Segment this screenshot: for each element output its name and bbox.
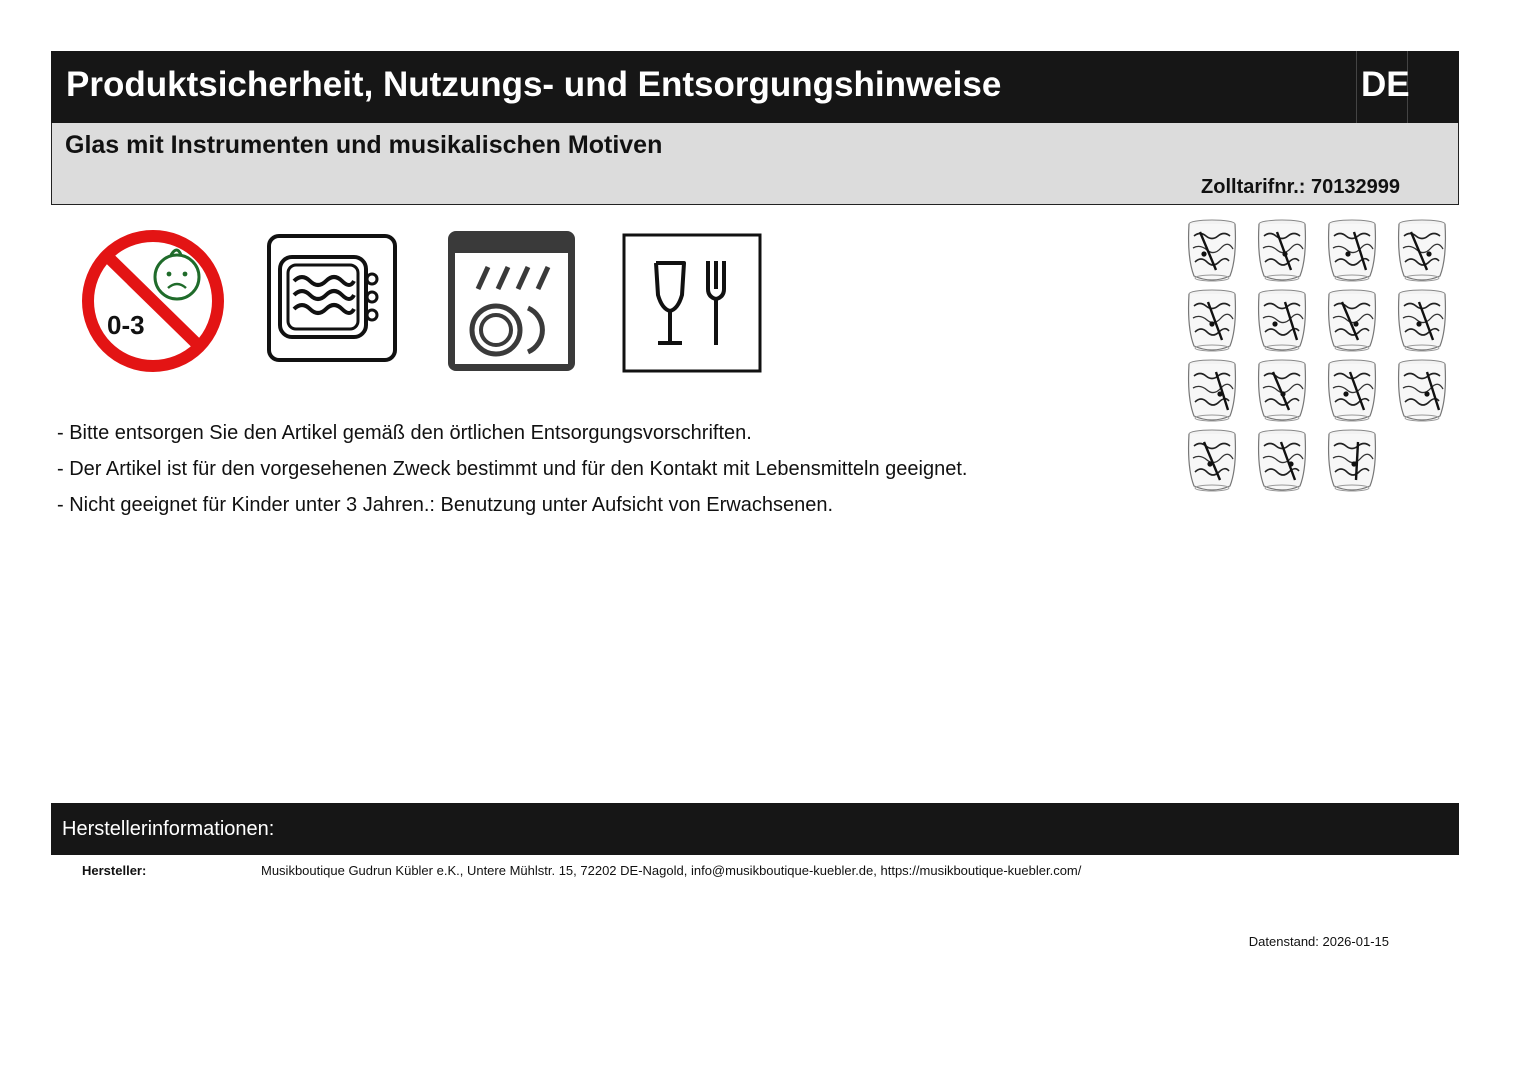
manufacturer-label: Hersteller: <box>82 863 147 878</box>
manufacturer-details: Musikboutique Gudrun Kübler e.K., Untere Mühlstr. 15, 72202 DE-Nagold, info@musikboutique-kuebler.de, https://musikboutique-kuebler.com/ <box>261 863 1082 878</box>
product-glass-image <box>1326 428 1378 494</box>
tariff-number: Zolltarifnr.: 70132999 <box>1201 176 1400 198</box>
manufacturer-header <box>51 803 1459 855</box>
product-glass-image <box>1396 288 1448 354</box>
note-disposal: - Bitte entsorgen Sie den Artikel gemäß den örtlichen Entsorgungsvorschriften. <box>57 422 752 444</box>
microwave-safe-icon <box>266 233 398 363</box>
language-box <box>1356 51 1408 123</box>
product-glass-image <box>1186 428 1238 494</box>
product-glass-image <box>1186 218 1238 284</box>
language-code: DE <box>1361 65 1410 104</box>
product-glass-image <box>1256 218 1308 284</box>
product-images-grid <box>1186 218 1450 498</box>
data-date: Datenstand: 2026-01-15 <box>1248 934 1389 949</box>
product-glass-image <box>1256 288 1308 354</box>
note-children: - Nicht geeignet für Kinder unter 3 Jahren.: Benutzung unter Aufsicht von Erwachsenen. <box>57 494 834 516</box>
dishwasher-safe-icon <box>446 229 577 373</box>
product-glass-image <box>1326 288 1378 354</box>
food-safe-glass-fork-icon <box>622 233 762 373</box>
age-range-label: 0-3 <box>107 310 145 340</box>
product-glass-image <box>1396 358 1448 424</box>
product-name: Glas mit Instrumenten und musikalischen Motiven <box>65 131 663 159</box>
product-info-bar <box>51 123 1459 205</box>
not-for-children-0-3-icon <box>79 228 227 374</box>
usage-notes <box>57 415 967 523</box>
product-glass-image <box>1256 428 1308 494</box>
product-glass-image <box>1186 288 1238 354</box>
product-glass-image <box>1186 358 1238 424</box>
header-bar <box>51 51 1459 123</box>
note-food-contact: - Der Artikel ist für den vorgesehenen Zweck bestimmt und für den Kontakt mit Lebensmitteln geeignet. <box>57 458 968 480</box>
manufacturer-section-title: Herstellerinformationen: <box>62 818 275 840</box>
page-title: Produktsicherheit, Nutzungs- und Entsorgungshinweise <box>66 65 1002 104</box>
product-glass-image <box>1326 358 1378 424</box>
product-glass-image <box>1396 218 1448 284</box>
product-glass-image <box>1256 358 1308 424</box>
product-glass-image <box>1326 218 1378 284</box>
